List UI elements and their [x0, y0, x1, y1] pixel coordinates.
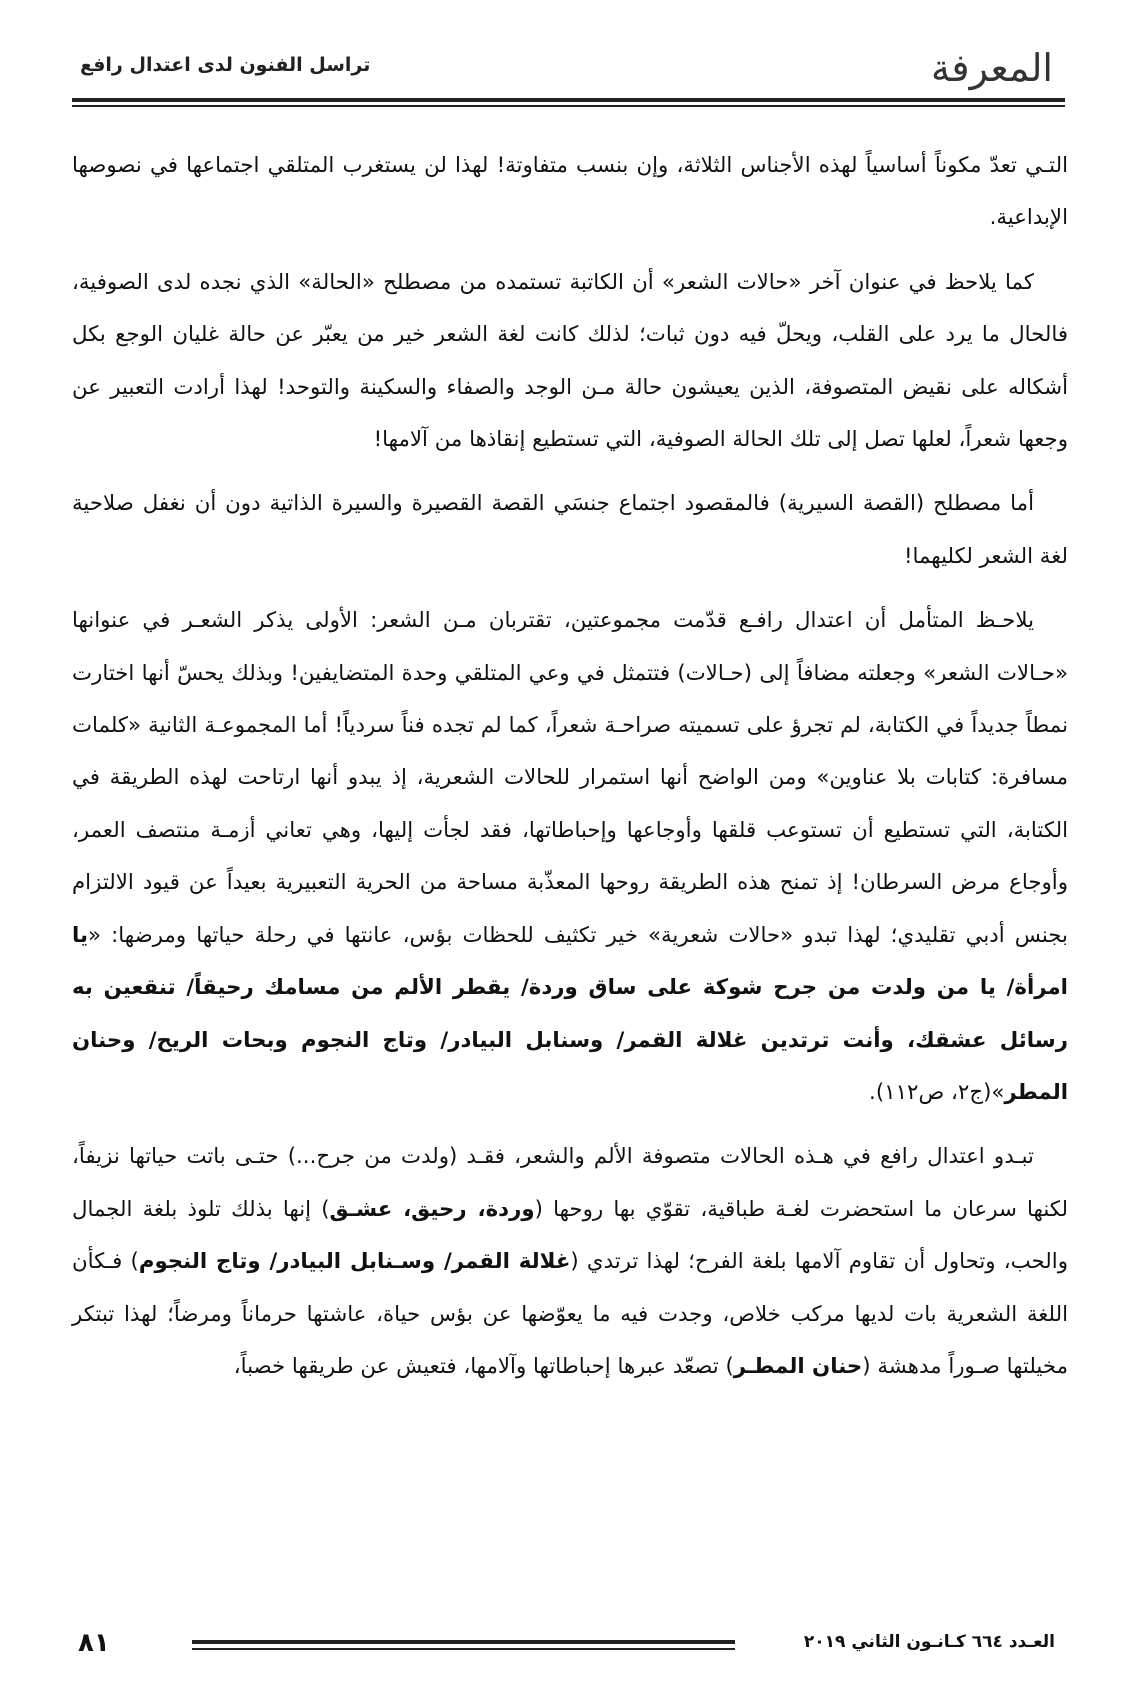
bold-phrase-2: غلالة القمر/ وسـنابل البيادر/ وتاج النجوم [138, 1249, 571, 1275]
footer-rules [192, 1640, 735, 1650]
bold-phrase-3: حنان المطـر [733, 1353, 863, 1379]
article-body [72, 140, 1068, 1405]
paragraph-3: أما مصطلح (القصة السيرية) فالمقصود اجتماع جنسَي القصة القصيرة والسيرة الذاتية دون أن نغفل صلاحية لغة الشعر لكليهما! [72, 491, 1068, 569]
running-title: تراسل الفنون لدى اعتدال رافع [80, 54, 371, 76]
paragraph-5-part-e: ) تصعّد عبرها إحباطاتها وآلامها، فتعيش عن طريقها خصباً، [233, 1353, 734, 1379]
magazine-logo: المعرفة [931, 46, 1053, 90]
header-rule-thick [72, 98, 1065, 102]
paragraph-1: التـي تعدّ مكوناً أساسياً لهذه الأجناس الثلاثة، وإن بنسب متفاوتة! لهذا لن يستغرب المتلقي اجتماعها في نصوصها الإبداعية. [72, 153, 1068, 231]
header-rule-thin [72, 105, 1065, 107]
paragraph-5-part-d: ) فـكأن اللغة الشعرية بات لديها مركب خلاص، وجدت فيه ما يعوّضها عن بؤس حياة، عاشتها حرماناً ومرضاً؛ لهذا تبتكر مخيلتها صـوراً مدهشة ( [72, 1249, 1068, 1379]
poem-quote: يا امرأة/ يا من ولدت من جرح شوكة على ساق وردة/ يقطر الألم من مسامك رحيقاً/ تنقعين به رسائل عشقك، وأنت ترتدين غلالة القمر/ وسنابل البيادر/ وتاج النجوم وبحات الريح/ وحنان المطر [72, 922, 1068, 1105]
paragraph-4-text: يلاحـظ المتأمل أن اعتدال رافـع قدّمت مجموعتين، تقتربان مـن الشعر: الأولى يذكر الشعـر في عنوانها «حـالات الشعر» وجعلته مضافاً إلى (حـالات) فتتمثل في وعي المتلقي وحدة المتضايفين! وبذلك يحسّ أنها اختارت نمطاً جديداً في الكتابة، لم تجرؤ على تسميته صراحـة شعراً، كما لم تجده فناً سردياً! أما المجموعـة الثانية «كلمات مسافرة: كتابات بلا عناوين» ومن الواضح أنها استمرار للحالات الشعرية، إذ يبدو أنها ارتاحت لهذه الطريقة في الكتابة، التي تستطيع أن تستوعب قلقها وأوجاعها وإحباطاتها، فقد لجأت إليها، وهي تعاني أزمـة منتصف العمر، وأوجاع مرض السرطان! إذ تمنح هذه الطريقة روحها المعذّبة مساحة من الحرية التعبيرية بعيداً عن قيود الالتزام بجنس أدبي تقليدي؛ لهذا تبدو «حالات شعرية» خير تكثيف للحظات بؤس، عانتها في رحلة حياتها ومرضها: « [72, 608, 1068, 948]
page-header [72, 40, 1065, 108]
paragraph-5-part-a: تبـدو اعتدال رافع في هـذه الحالات متصوفة الألم والشعر، فقـد (ولدت من جرح...) حتـى باتت حياتها نزيفاً، لكنها سرعان ما استحضرت لغـة طباقية، تقوّي بها روحها ( [72, 1144, 1069, 1222]
paragraph-5-part-c: ) إنها بذلك تلوذ بلغة الجمال والحب، وتحاول أن تقاوم آلامها بلغة الفرح؛ لهذا ترتدي ( [72, 1196, 1068, 1275]
citation: »(ج٢، ص١١٢). [869, 1079, 1005, 1105]
paragraph-4 [72, 595, 1068, 1119]
paragraph-5 [72, 1131, 1068, 1393]
paragraph-2: كما يلاحظ في عنوان آخر «حالات الشعر» أن الكاتبة تستمده من مصطلح «الحالة» الذي نجده لدى الصوفية، فالحال ما يرد على القلب، ويحلّ فيه دون ثبات؛ لذلك كانت لغة الشعر خير من يعبّر عن حالة غليان الوجع بكل أشكاله على نقيض المتصوفة، الذين يعيشون حالة مـن الوجد والصفاء والسكينة والتوحد! لهذا أرادت التعبير عن وجعها شعراً، لعلها تصل إلى تلك الحالة الصوفية، التي تستطيع إنقاذها من آلامها! [72, 269, 1068, 453]
bold-phrase-1: وردة، رحيق، عشـق [329, 1196, 535, 1222]
page-footer [72, 1628, 1065, 1664]
issue-info: العـدد ٦٦٤ كـانـون الثاني ٢٠١٩ [803, 1632, 1055, 1652]
page-number: ٨١ [78, 1628, 110, 1658]
